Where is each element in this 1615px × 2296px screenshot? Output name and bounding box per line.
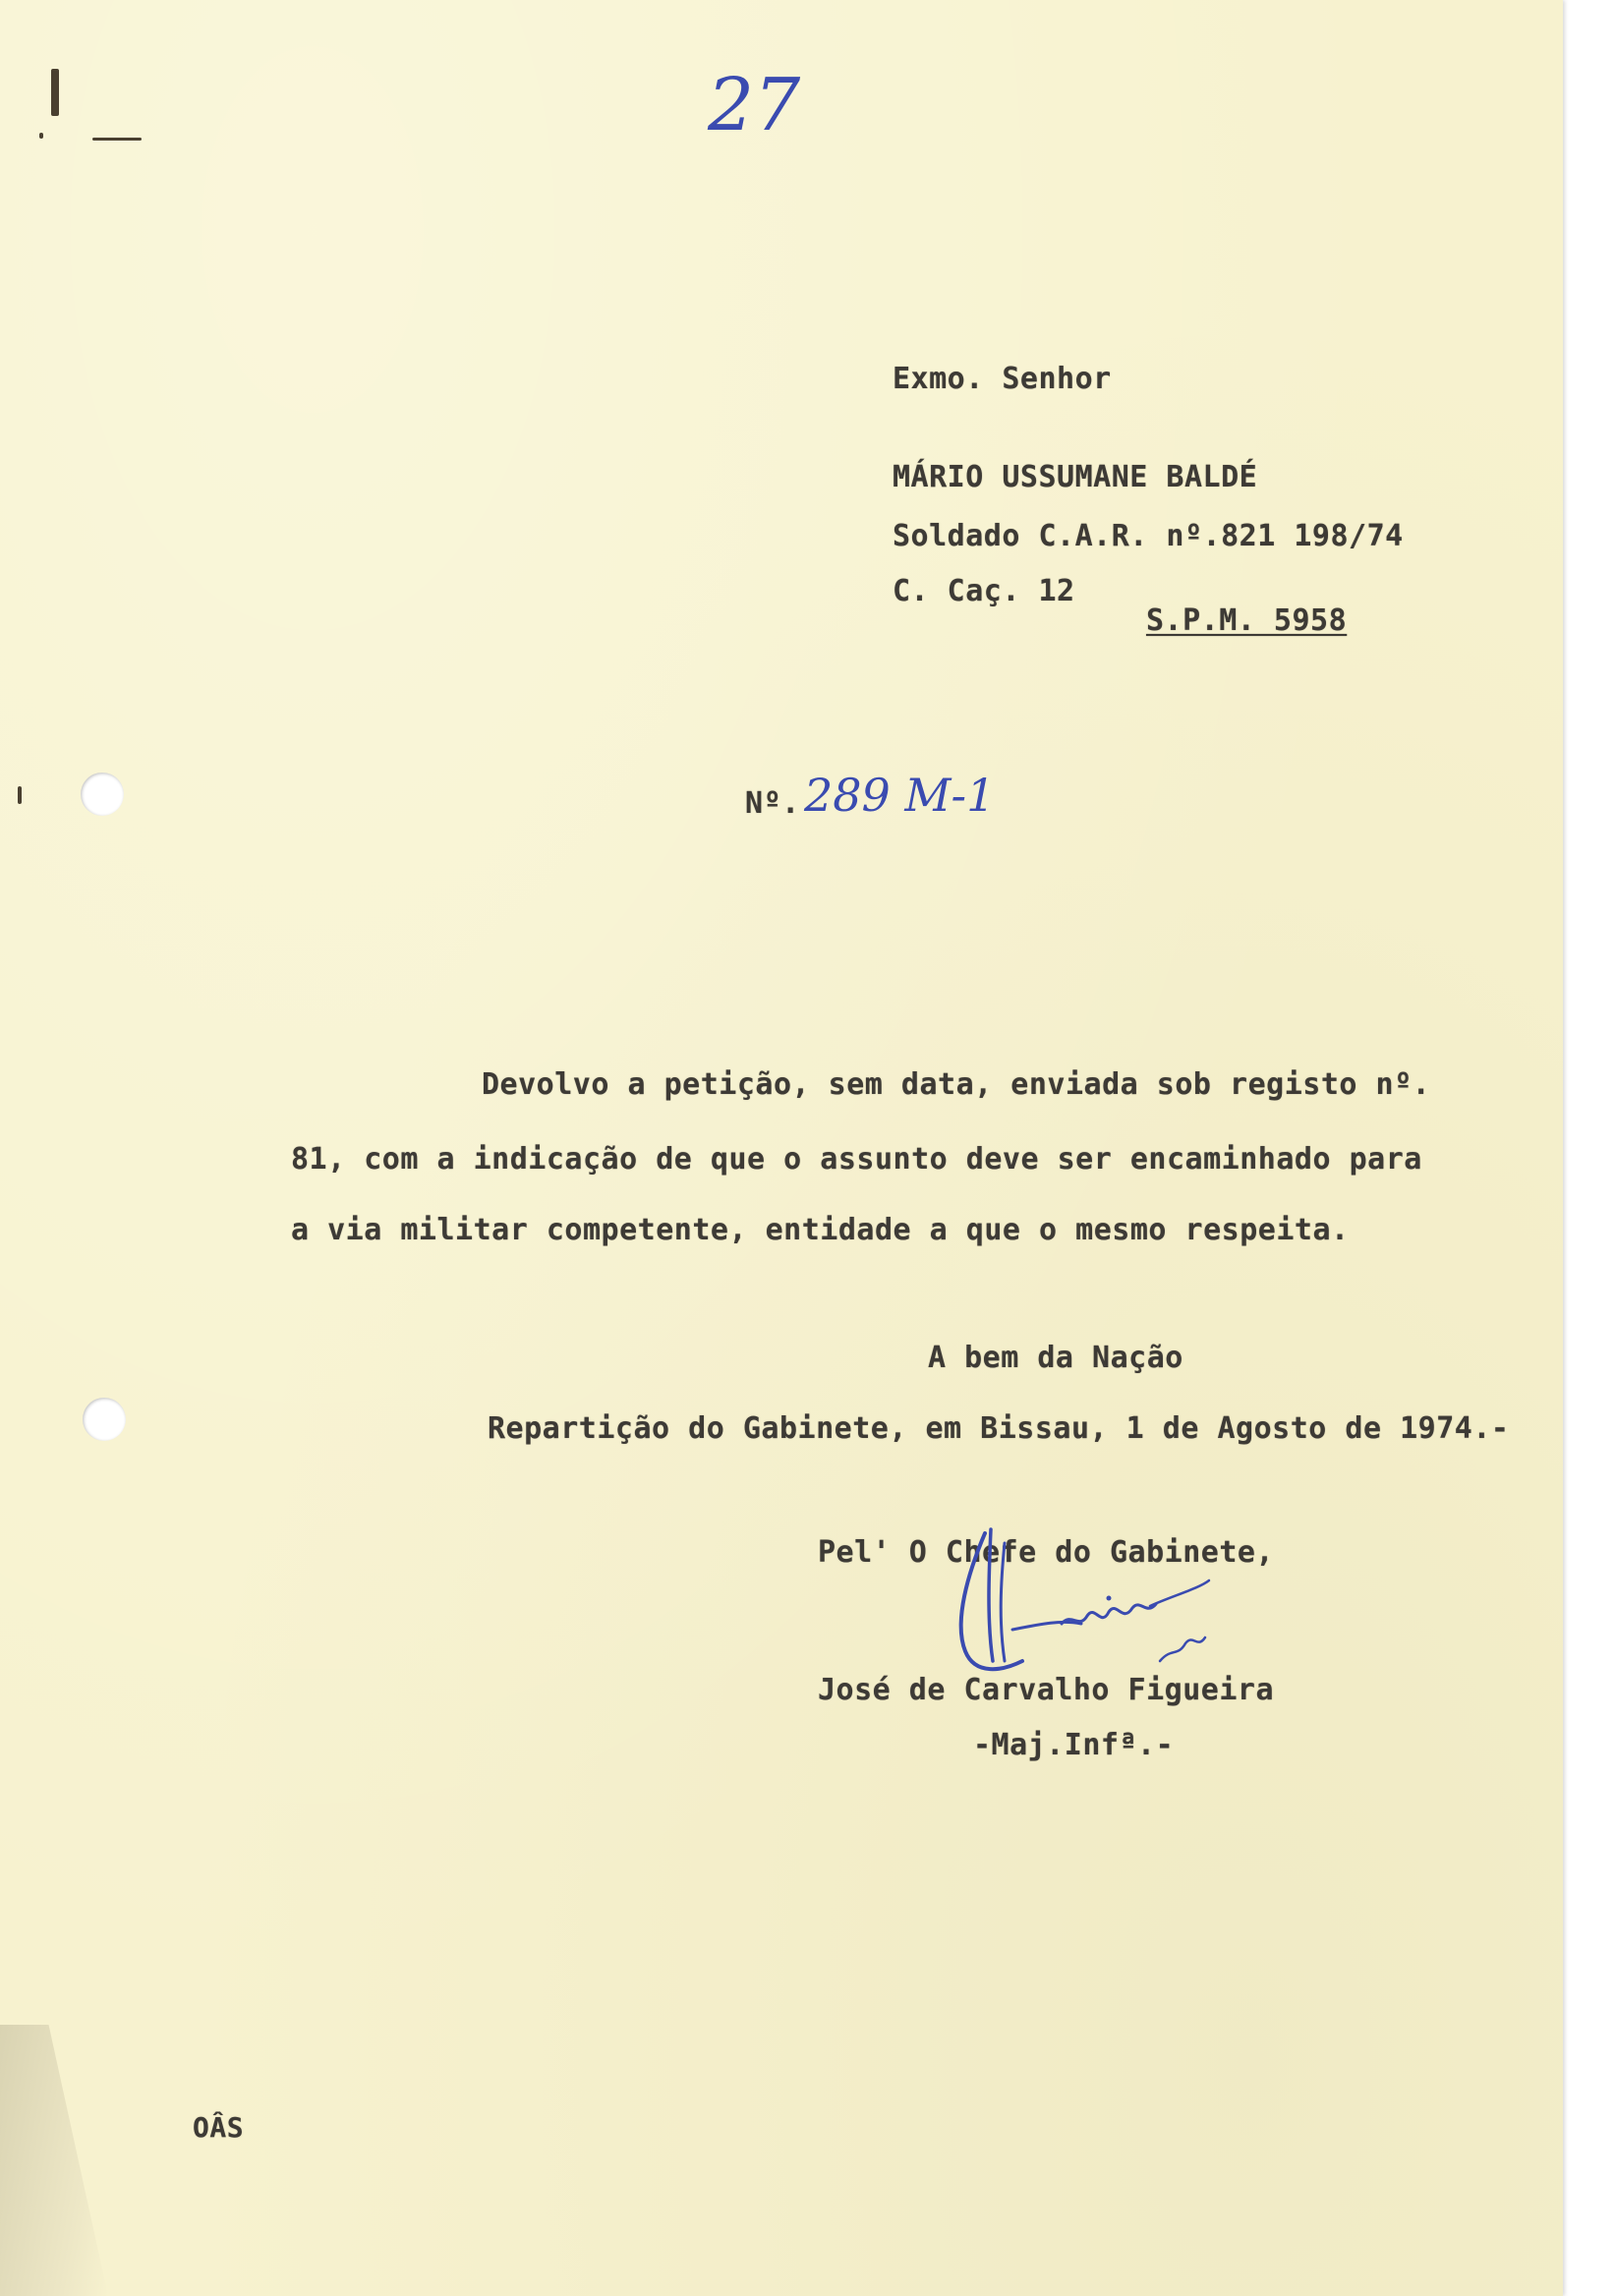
stain-mark (92, 138, 142, 141)
typist-initials: OÂS (193, 2111, 245, 2144)
page-number: 27 (708, 63, 801, 147)
folded-corner (0, 2025, 108, 2296)
handwritten-signature (914, 1514, 1239, 1691)
addressee-name: MÁRIO USSUMANE BALDÉ (893, 460, 1258, 494)
on-behalf-line: Pel' O Chefe do Gabinete, (818, 1535, 1275, 1570)
stain-mark (18, 786, 22, 804)
closing-motto: A bem da Nação (928, 1341, 1183, 1375)
postal-code: S.P.M. 5958 (1146, 603, 1348, 638)
stain-mark (51, 69, 59, 116)
place-date: Repartição do Gabinete, em Bissau, 1 de Agosto de 1974.- (488, 1411, 1510, 1446)
addressee-rank: Soldado C.A.R. nº.821 198/74 (893, 519, 1404, 553)
stain-mark (39, 133, 43, 139)
signatory-rank: -Maj.Infª.- (973, 1728, 1175, 1762)
signatory-name: José de Carvalho Figueira (818, 1673, 1275, 1707)
salutation: Exmo. Senhor (893, 362, 1112, 396)
body-line-1: Devolvo a petição, sem data, enviada sob registo nº. (482, 1067, 1431, 1102)
punch-hole-top (81, 773, 124, 816)
reference-number: 289 M-1 (804, 769, 996, 822)
body-line-2: 81, com a indicação de que o assunto deve ser encaminhado para (291, 1142, 1422, 1177)
addressee-unit: C. Caç. 12 (893, 574, 1075, 608)
punch-hole-bottom (83, 1398, 126, 1441)
reference-prefix: Nº. (745, 786, 800, 821)
body-line-3: a via militar competente, entidade a que o mesmo respeita. (291, 1213, 1350, 1247)
